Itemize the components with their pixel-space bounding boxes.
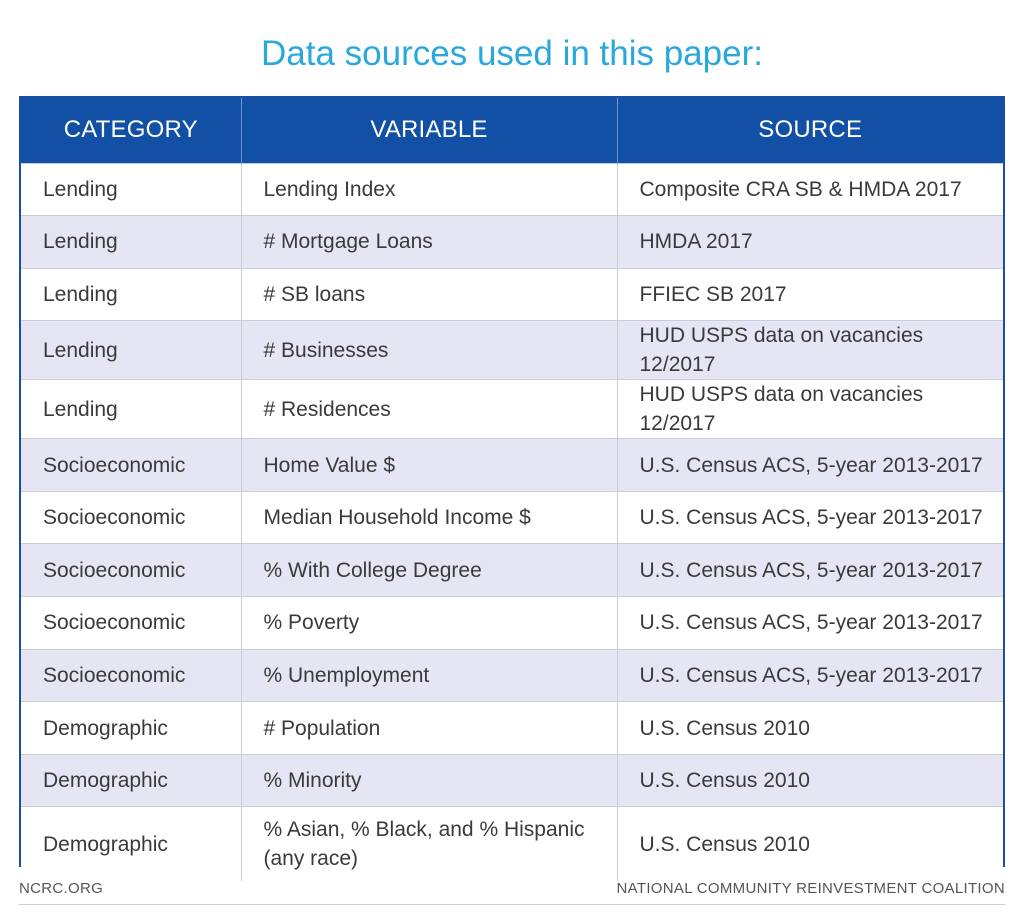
cell-category: Socioeconomic xyxy=(21,439,241,492)
column-header-variable: VARIABLE xyxy=(241,98,617,163)
table-row xyxy=(21,807,1003,881)
cell-source: U.S. Census 2010 xyxy=(617,702,1003,755)
table-header-row xyxy=(21,98,1003,163)
cell-variable: # Mortgage Loans xyxy=(241,216,617,269)
cell-source: U.S. Census ACS, 5-year 2013-2017 xyxy=(617,649,1003,702)
table-row xyxy=(21,754,1003,807)
cell-variable: % Poverty xyxy=(241,597,617,650)
table-row xyxy=(21,491,1003,544)
cell-variable: % With College Degree xyxy=(241,544,617,597)
table-row xyxy=(21,439,1003,492)
cell-variable: # SB loans xyxy=(241,268,617,321)
cell-source: Composite CRA SB & HMDA 2017 xyxy=(617,163,1003,216)
cell-category: Socioeconomic xyxy=(21,544,241,597)
table-row xyxy=(21,268,1003,321)
cell-source: U.S. Census ACS, 5-year 2013-2017 xyxy=(617,597,1003,650)
cell-category: Lending xyxy=(21,216,241,269)
cell-source: HMDA 2017 xyxy=(617,216,1003,269)
cell-source: U.S. Census 2010 xyxy=(617,807,1003,881)
column-header-source: SOURCE xyxy=(758,116,863,144)
table-row xyxy=(21,380,1003,439)
cell-source: U.S. Census ACS, 5-year 2013-2017 xyxy=(617,544,1003,597)
footer-divider xyxy=(19,904,1005,905)
cell-source: HUD USPS data on vacancies 12/2017 xyxy=(617,380,1003,439)
cell-source: HUD USPS data on vacancies 12/2017 xyxy=(617,321,1003,380)
cell-category: Lending xyxy=(21,163,241,216)
cell-variable: % Asian, % Black, and % Hispanic (any race) xyxy=(241,807,617,881)
table-row xyxy=(21,321,1003,380)
cell-category: Demographic xyxy=(21,754,241,807)
table-row xyxy=(21,702,1003,755)
column-header-category: CATEGORY xyxy=(21,98,241,163)
cell-category: Lending xyxy=(21,380,241,439)
cell-category: Demographic xyxy=(21,702,241,755)
footer-organization: NATIONAL COMMUNITY REINVESTMENT COALITION xyxy=(616,880,1005,897)
table-row xyxy=(21,597,1003,650)
table-row xyxy=(21,544,1003,597)
data-sources-table xyxy=(19,96,1005,871)
cell-variable: % Minority xyxy=(241,754,617,807)
cell-variable: # Population xyxy=(241,702,617,755)
cell-category: Socioeconomic xyxy=(21,649,241,702)
cell-category: Socioeconomic xyxy=(21,491,241,544)
cell-category: Socioeconomic xyxy=(21,597,241,650)
cell-source: FFIEC SB 2017 xyxy=(617,268,1003,321)
table-row xyxy=(21,216,1003,269)
footer-website: NCRC.ORG xyxy=(19,880,104,897)
cell-variable: Lending Index xyxy=(241,163,617,216)
table-row xyxy=(21,649,1003,702)
cell-variable: # Businesses xyxy=(241,321,617,380)
cell-category: Lending xyxy=(21,268,241,321)
cell-source: U.S. Census ACS, 5-year 2013-2017 xyxy=(617,439,1003,492)
page-title: Data sources used in this paper: xyxy=(261,34,763,73)
table-row xyxy=(21,163,1003,216)
cell-variable: # Residences xyxy=(241,380,617,439)
cell-source: U.S. Census ACS, 5-year 2013-2017 xyxy=(617,491,1003,544)
cell-source: U.S. Census 2010 xyxy=(617,754,1003,807)
cell-variable: % Unemployment xyxy=(241,649,617,702)
cell-variable: Home Value $ xyxy=(241,439,617,492)
cell-variable: Median Household Income $ xyxy=(241,491,617,544)
cell-category: Demographic xyxy=(21,807,241,881)
cell-category: Lending xyxy=(21,321,241,380)
